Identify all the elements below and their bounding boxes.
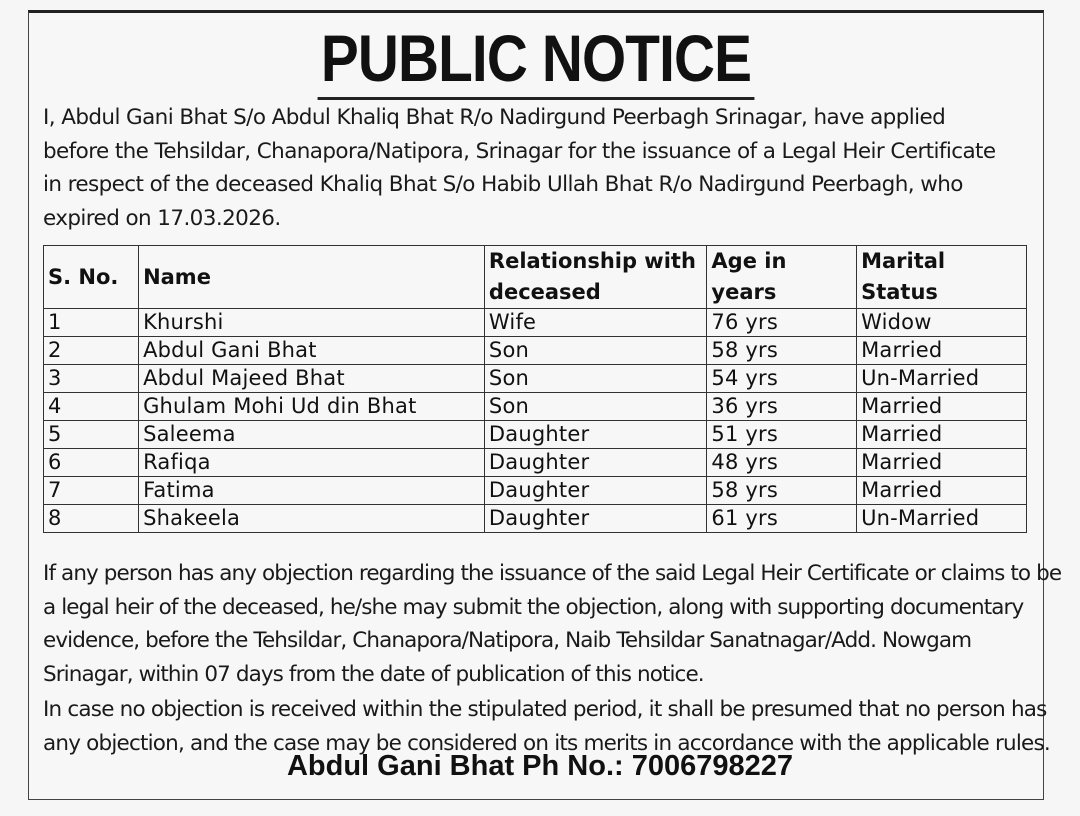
cell-relationship: Son — [484, 365, 706, 393]
header-sno: S. No. — [44, 246, 139, 309]
cell-sno: 2 — [44, 337, 139, 365]
table-row — [44, 337, 1027, 365]
applicant-signature-line: Abdul Gani Bhat Ph No.: 7006798227 — [286, 750, 794, 782]
no-objection-line: any objection, and the case may be considered on its merits in accordance with the applicable rules. — [43, 730, 1050, 756]
header-age: Age in years — [707, 246, 857, 309]
cell-relationship: Wife — [484, 309, 706, 337]
cell-relationship: Daughter — [484, 449, 706, 477]
cell-sno: 4 — [44, 393, 139, 421]
intro-line: I, Abdul Gani Bhat S/o Abdul Khaliq Bhat R/o Nadirgund Peerbagh Srinagar, have applied — [43, 105, 946, 130]
cell-age: 51 yrs — [707, 421, 857, 449]
cell-sno: 7 — [44, 477, 139, 505]
cell-name: Abdul Gani Bhat — [139, 337, 485, 365]
cell-marital-status: Married — [857, 449, 1027, 477]
cell-sno: 5 — [44, 421, 139, 449]
table-row — [44, 477, 1027, 505]
cell-age: 36 yrs — [707, 393, 857, 421]
intro-line: before the Tehsildar, Chanapora/Natipora, Srinagar for the issuance of a Legal Heir Certificate — [43, 138, 996, 164]
table-row — [44, 309, 1027, 337]
cell-age: 48 yrs — [707, 449, 857, 477]
cell-relationship: Daughter — [484, 477, 706, 505]
table-header-row — [44, 246, 1027, 309]
cell-relationship: Son — [484, 393, 706, 421]
cell-marital-status: Married — [857, 393, 1027, 421]
legal-heirs-table — [43, 245, 1027, 533]
cell-marital-status: Un-Married — [857, 365, 1027, 393]
cell-sno: 1 — [44, 309, 139, 337]
objection-paragraph — [43, 557, 1062, 691]
cell-name: Saleema — [139, 421, 485, 449]
intro-line: in respect of the deceased Khaliq Bhat S/o Habib Ullah Bhat R/o Nadirgund Peerbagh, who — [43, 172, 963, 197]
cell-sno: 3 — [44, 365, 139, 393]
cell-age: 58 yrs — [707, 477, 857, 505]
objection-line: If any person has any objection regarding the issuance of the said Legal Heir Certificate or claims to be — [43, 561, 1062, 586]
objection-line: evidence, before the Tehsildar, Chanapora/Natipora, Naib Tehsildar Sanatnagar/Add. Nowgam — [43, 628, 972, 653]
cell-marital-status: Married — [857, 337, 1027, 365]
cell-relationship: Daughter — [484, 421, 706, 449]
cell-marital-status: Married — [857, 421, 1027, 449]
no-objection-line: In case no objection is received within the stipulated period, it shall be presumed that no person has — [43, 697, 1047, 722]
intro-line: expired on 17.03.2026. — [43, 205, 281, 231]
cell-age: 54 yrs — [707, 365, 857, 393]
cell-marital-status: Married — [857, 477, 1027, 505]
public-notice-box — [28, 10, 1062, 800]
cell-age: 58 yrs — [707, 337, 857, 365]
cell-marital-status: Un-Married — [857, 505, 1027, 533]
intro-paragraph — [43, 101, 1033, 235]
header-relationship: Relationship with deceased — [484, 246, 706, 309]
cell-sno: 6 — [44, 449, 139, 477]
cell-name: Ghulam Mohi Ud din Bhat — [139, 393, 485, 421]
cell-name: Abdul Majeed Bhat — [139, 365, 485, 393]
header-marital-status: Marital Status — [857, 246, 1027, 309]
objection-line: Srinagar, within 07 days from the date of publication of this notice. — [43, 661, 704, 687]
cell-relationship: Son — [484, 337, 706, 365]
notice-title-text: PUBLIC NOTICE — [317, 19, 754, 100]
cell-name: Fatima — [139, 477, 485, 505]
table-row — [44, 421, 1027, 449]
table-row — [44, 449, 1027, 477]
cell-marital-status: Widow — [857, 309, 1027, 337]
table-row — [44, 393, 1027, 421]
cell-age: 61 yrs — [707, 505, 857, 533]
cell-name: Shakeela — [139, 505, 485, 533]
cell-name: Rafiqa — [139, 449, 485, 477]
objection-line: a legal heir of the deceased, he/she may submit the objection, along with supporting documentary — [43, 594, 1024, 620]
cell-relationship: Daughter — [484, 505, 706, 533]
table-row — [44, 365, 1027, 393]
cell-age: 76 yrs — [707, 309, 857, 337]
header-name: Name — [139, 246, 485, 309]
cell-name: Khurshi — [139, 309, 485, 337]
table-row — [44, 505, 1027, 533]
cell-sno: 8 — [44, 505, 139, 533]
notice-title — [100, 15, 972, 101]
